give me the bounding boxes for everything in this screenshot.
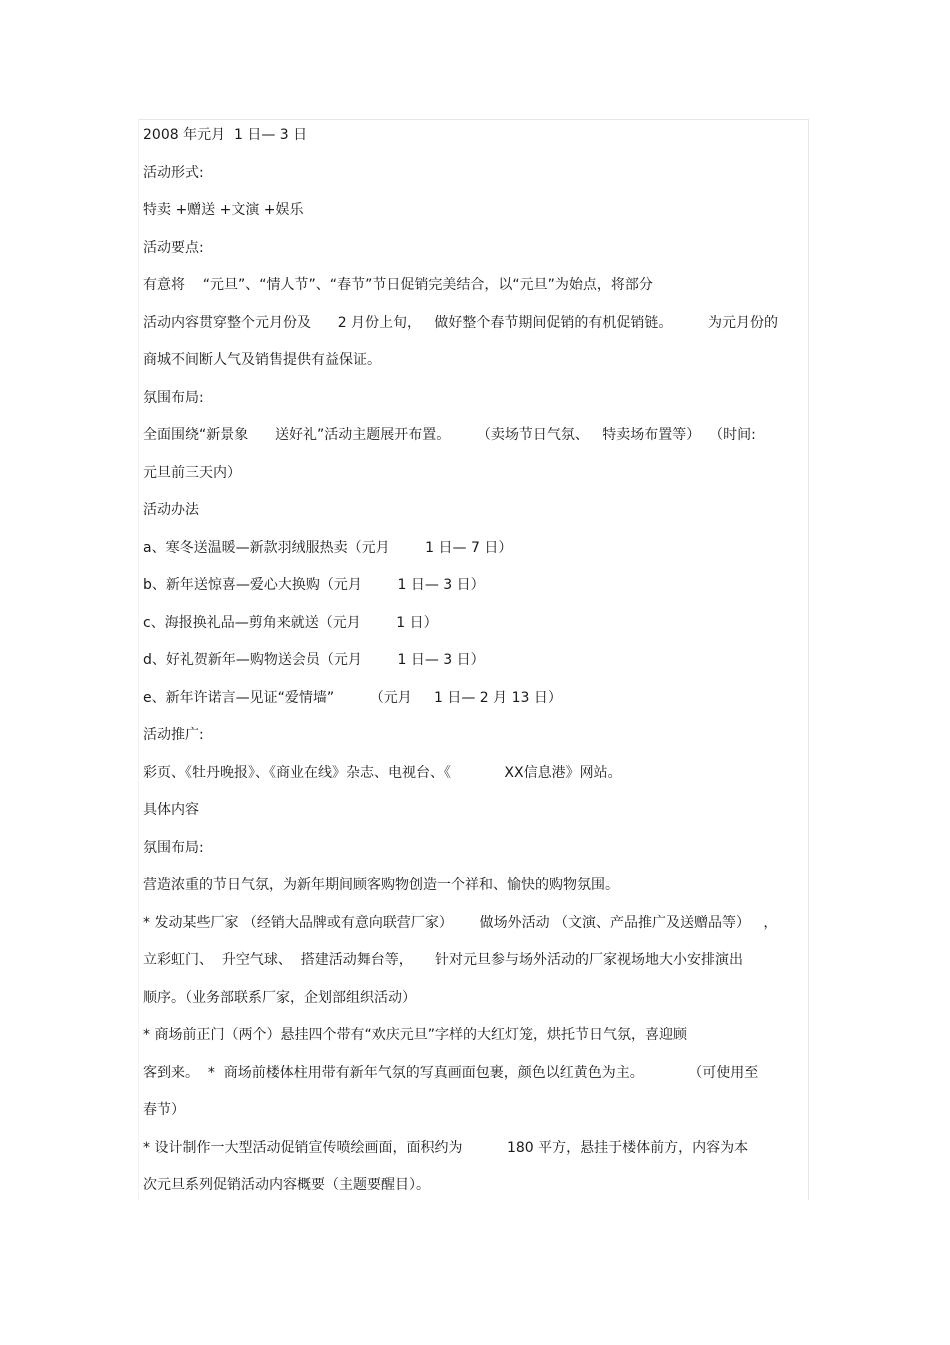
text-line: 商城不间断人气及销售提供有益保证。	[143, 352, 381, 368]
document-body	[143, 124, 803, 1212]
text-line: 元旦前三天内）	[143, 464, 241, 481]
text-line: 顺序。（业务部联系厂家，企划部组织活动）	[143, 989, 416, 1006]
text-line: 营造浓重的节日气氛，为新年期间顾客购物创造一个祥和、愉快的购物氛围。	[143, 877, 619, 893]
text-line: 活动要点:	[143, 239, 204, 256]
text-line: e、新年许诺言—见证“爱情墙” （元月 1 日— 2 月 13 日）	[143, 689, 562, 706]
text-line: 活动办法	[143, 502, 199, 518]
text-line: 活动内容贯穿整个元月份及 2 月份上旬， 做好整个春节期间促销的有机促销链。 为元月份的	[143, 314, 779, 331]
text-line: 活动推广:	[143, 727, 204, 743]
text-line: * 发动某些厂家 （经销大品牌或有意向联营厂家） 做场外活动 （文演、产品推广及送赠品等） ，	[143, 914, 778, 931]
text-line: * 设计制作一大型活动促销宣传喷绘画面，面积约为 180 平方，悬挂于楼体前方，内容为本	[143, 1139, 749, 1156]
text-line: 氛围布局:	[143, 389, 204, 406]
text-line: 次元旦系列促销活动内容概要（主题要醒目）。	[143, 1177, 430, 1193]
text-line: 氛围布局:	[143, 839, 204, 856]
text-line: 全面围绕“新景象 送好礼”活动主题展开布置。 （卖场节日气氛、 特卖场布置等） （时间:	[143, 427, 756, 443]
text-line: * 商场前正门（两个）悬挂四个带有“欢庆元旦”字样的大红灯笼，烘托节日气氛，喜迎顾	[143, 1027, 687, 1043]
text-line: 有意将 “元旦”、“情人节”、“春节”节日促销完美结合，以“元旦”为始点，将部分	[143, 277, 653, 293]
text-line: 客到来。 * 商场前楼体柱用带有新年气氛的写真画面包裹，颜色以红黄色为主。 （可使用至	[143, 1064, 759, 1081]
text-line: 彩页、《牡丹晚报》、《商业在线》杂志、电视台、《 XX信息港》网站。	[143, 764, 622, 781]
text-line: 特卖 +赠送 +文演 +娱乐	[143, 202, 304, 218]
text-line: 2008 年元月 1 日— 3 日	[143, 127, 308, 143]
text-line: 活动形式:	[143, 164, 204, 181]
text-line: c、海报换礼品—剪角来就送（元月 1 日）	[143, 614, 438, 631]
text-line: b、新年送惊喜—爱心大换购（元月 1 日— 3 日）	[143, 577, 485, 593]
text-line: 立彩虹门、 升空气球、 搭建活动舞台等， 针对元旦参与场外活动的厂家视场地大小安排演出	[143, 952, 744, 968]
text-line: 春节）	[143, 1102, 185, 1118]
text-line: d、好礼贺新年—购物送会员（元月 1 日— 3 日）	[143, 652, 485, 668]
text-line: 具体内容	[143, 802, 199, 818]
text-line: a、寒冬送温暖—新款羽绒服热卖（元月 1 日— 7 日）	[143, 539, 513, 556]
